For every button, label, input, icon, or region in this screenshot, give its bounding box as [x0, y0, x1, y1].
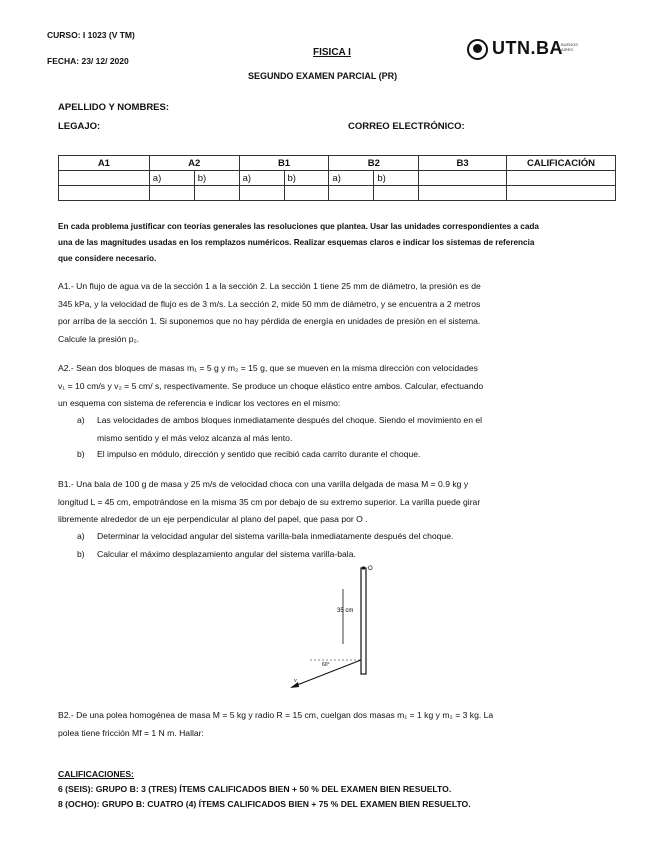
a1-line: Calcule la presión p₂. [58, 333, 140, 344]
logo-dot [473, 44, 482, 53]
a2-line: un esquema con sistema de referencia e indicar los vectores en el mismo: [58, 398, 341, 408]
page-subtitle: SEGUNDO EXAMEN PARCIAL (PR) [248, 71, 398, 81]
blank-cell[interactable] [284, 186, 329, 201]
b1-line: libremente alrededor de un eje perpendicular al plano del papel, que pasa por O . [58, 514, 368, 524]
a1-line: 345 kPa, y la velocidad de flujo es de 3 m/s. La sección 2, mide 50 mm de diámetro, y se encuentra a 2 metros [58, 298, 481, 309]
blank-cell[interactable] [239, 186, 284, 201]
table-header-row [59, 156, 616, 171]
list-item-line: mismo sentido y el más veloz alcanza al más lento. [97, 432, 293, 443]
a1-line: A1.- Un flujo de agua va de la sección 1 a la sección 2. La sección 1 tiene 25 mm de diámetro, la presión es de [58, 281, 481, 291]
logo-small-text: BUENOS AIRES [561, 42, 578, 52]
b2-line: B2.- De una polea homogénea de masa M = 5 kg y radio R = 15 cm, cuelgan dos masas m₁ = 1 kg y m₂ = 3 kg. La [58, 710, 494, 720]
table-subheader-row [59, 171, 616, 186]
cell-a2-b[interactable]: b) [194, 171, 239, 186]
grading-rule-line: 6 (SEIS): GRUPO B: 3 (TRES) ÍTEMS CALIFICADOS BIEN + 50 % DEL EXAMEN BIEN RESUELTO. [58, 784, 452, 794]
b1-line: longitud L = 45 cm, empotrándose en la misma 35 cm por debajo de su extremo superior. La varilla puede girar [58, 496, 481, 507]
b1-item-a [77, 528, 454, 546]
pivot-point [362, 566, 365, 569]
blank-cell[interactable] [149, 186, 194, 201]
grading-rule-line: 8 (OCHO): GRUPO B: CUATRO (4) ÍTEMS CALIFICADOS BIEN + 75 % DEL EXAMEN BIEN RESUELTO. [58, 799, 471, 809]
header-a1: A1 [59, 156, 150, 171]
velocity-label: v [294, 678, 297, 684]
cell-a2-a[interactable]: a) [149, 171, 194, 186]
cell-b1-b[interactable]: b) [284, 171, 329, 186]
course-label: CURSO: I 1023 (V TM) [47, 30, 135, 40]
list-item-line: Las velocidades de ambos bloques inmediatamente después del choque. Siendo el movimiento en el [97, 415, 483, 425]
date-label: FECHA: 23/ 12/ 2020 [47, 56, 129, 66]
instructions [58, 219, 539, 267]
a2-line: A2.- Sean dos bloques de masas m₁ = 5 g y m₂ = 15 g, que se mueven en la misma dirección con velocidades [58, 363, 478, 373]
list-item-line: Calcular el máximo desplazamiento angular del sistema varilla-bala. [97, 549, 356, 559]
blank-cell[interactable] [59, 186, 150, 201]
a2-line: v₁ = 10 cm/s y v₂ = 5 cm/ s, respectivamente. Se produce un choque elástico entre ambos. Calcular, efectuando [58, 380, 484, 391]
rod-bullet-figure [280, 560, 390, 695]
blank-cell[interactable] [194, 186, 239, 201]
problem-b1 [58, 476, 480, 529]
header-calificacion: CALIFICACIÓN [507, 156, 616, 171]
angle-label: 60° [322, 662, 330, 668]
b1-line: B1.- Una bala de 100 g de masa y 25 m/s de velocidad choca con una varilla delgada de masa M = 0.9 kg y [58, 479, 469, 489]
list-item-line: El impulso en módulo, dirección y sentido que recibió cada carrito durante el choque. [97, 449, 421, 459]
header-b3: B3 [419, 156, 507, 171]
legajo-field-label: LEGAJO: [58, 121, 101, 132]
blank-cell[interactable] [329, 186, 374, 201]
list-marker: b) [77, 449, 85, 459]
rod-shape [361, 568, 366, 674]
list-marker: a) [77, 531, 85, 541]
instructions-line: que considere necesario. [58, 254, 157, 263]
instructions-line: una de las magnitudes usadas en los remplazos numéricos. Realizar esquemas claros e indicar los sistemas de referencia [58, 238, 535, 247]
list-marker: a) [77, 415, 85, 425]
list-marker: b) [77, 549, 85, 559]
problem-a2 [58, 360, 483, 413]
a2-item-b [77, 446, 421, 464]
instructions-line: En cada problema justificar con teorías generales las resoluciones que plantea. Usar las unidades correspondientes a cada [58, 222, 539, 231]
problem-a1 [58, 278, 481, 348]
problem-b2 [58, 707, 493, 742]
distance-label: 35 cm [337, 608, 354, 614]
header-b1: B1 [239, 156, 329, 171]
blank-cell[interactable] [419, 186, 507, 201]
pivot-label: O [368, 566, 373, 572]
cell-b2-b[interactable]: b) [374, 171, 419, 186]
blank-cell[interactable] [374, 186, 419, 201]
grading-rules [58, 782, 471, 812]
logo-text: UTN.BA [492, 38, 563, 58]
name-field-label: APELLIDO Y NOMBRES: [58, 102, 170, 113]
cell-b2-a[interactable]: a) [329, 171, 374, 186]
blank-cell[interactable] [507, 186, 616, 201]
a1-line: por arriba de la sección 1. Si suponemos que no hay pérdida de energía en unidades de presión en el sistema. [58, 316, 481, 326]
cell-b3[interactable] [419, 171, 507, 186]
cell-a1[interactable] [59, 171, 150, 186]
cell-calificacion[interactable] [507, 171, 616, 186]
list-item-line: Determinar la velocidad angular del sistema varilla-bala inmediatamente después del choque. [97, 531, 454, 541]
cell-b1-a[interactable]: a) [239, 171, 284, 186]
email-field-label: CORREO ELECTRÓNICO: [348, 121, 465, 132]
header-a2: A2 [149, 156, 239, 171]
page-title: FISICA I [313, 47, 351, 58]
grading-table [58, 155, 616, 201]
header-b2: B2 [329, 156, 419, 171]
grading-title: CALIFICACIONES: [58, 769, 134, 779]
a2-item-a [77, 412, 483, 447]
table-blank-row [59, 186, 616, 201]
b2-line: polea tiene fricción Mf = 1 N m. Hallar: [58, 727, 204, 738]
